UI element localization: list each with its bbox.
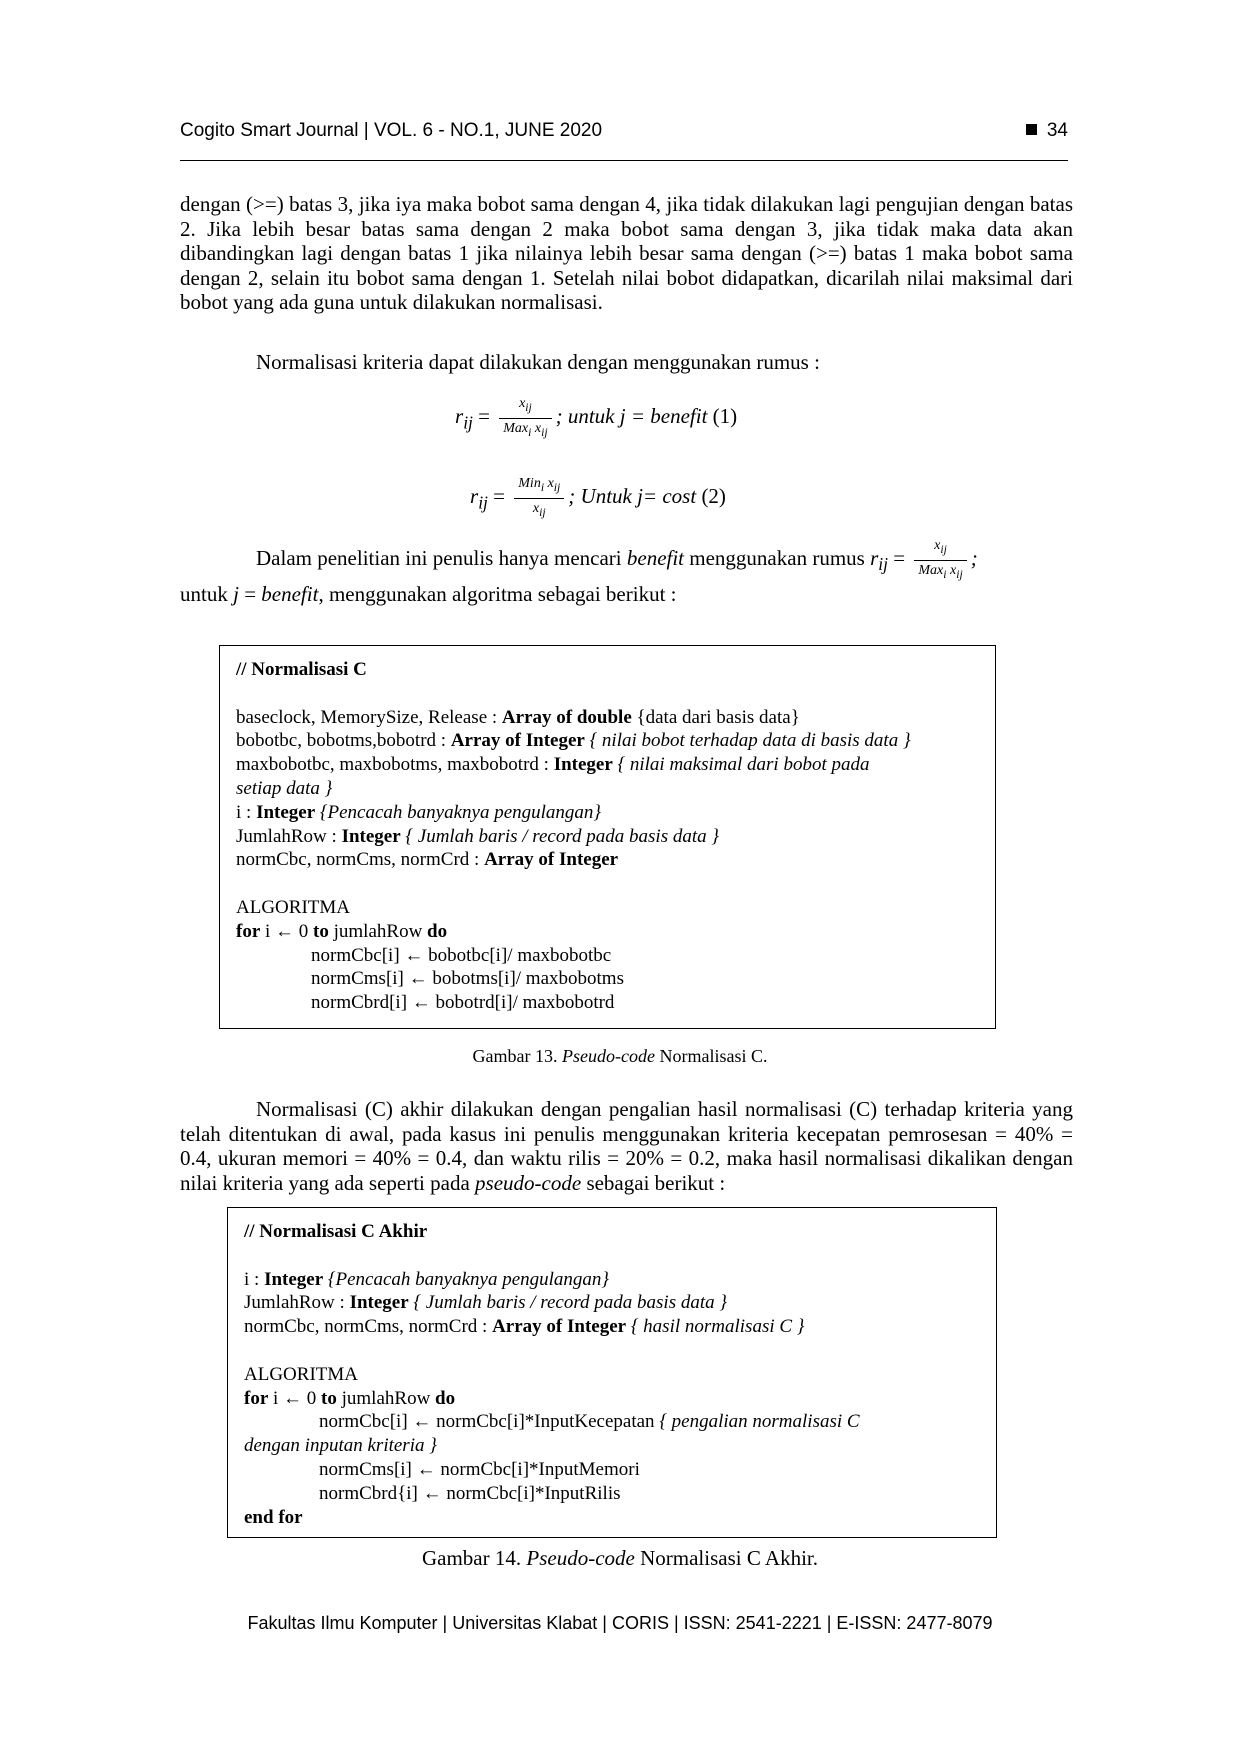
eq2-fraction bbox=[514, 476, 564, 521]
code1-decl-4: i : Integer {Pencacah banyaknya pengulangan} bbox=[236, 801, 602, 823]
code1-algoritma-label: ALGORITMA bbox=[236, 896, 350, 918]
code2-statement-3: normCbrd{i] ← normCbc[i]*InputRilis bbox=[319, 1482, 621, 1504]
code2-statement-1: normCbc[i] ← normCbc[i]*InputKecepatan { pengalian normalisasi C bbox=[319, 1411, 860, 1433]
code2-decl-3: normCbc, normCms, normCrd : Array of Integer { hasil normalisasi C } bbox=[244, 1316, 805, 1338]
eq1-number: (1) bbox=[712, 404, 738, 429]
p3-line2-benefit: benefit bbox=[261, 582, 319, 606]
eq2-condition: ; Untuk j= cost bbox=[568, 484, 697, 509]
eq2-lhs: r bbox=[470, 484, 479, 509]
paragraph-4: Normalisasi (C) akhir dilakukan dengan pengalian hasil normalisasi (C) terhadap kriteria yang telah ditentukan di awal, pada kasus ini penulis menggunakan kriteria kecepatan pemrosesan = 40% = 0.4, ukuran memori = 40% = 0.4, dan waktu rilis = 20% = 0.2, maka hasil normalisasi dikalikan dengan nilai kriteria yang ada seperti pada pseudo-code sebagai berikut : bbox=[180, 1097, 1073, 1195]
eq2-denominator: x bbox=[532, 500, 540, 516]
code2-for-line: for i ← 0 to jumlahRow do bbox=[244, 1387, 456, 1409]
page-number bbox=[1026, 120, 1068, 142]
code1-decl-2: bobotbc, bobotms,bobotrd : Array of Integer { nilai bobot terhadap data di basis data } bbox=[236, 730, 911, 752]
eq1-numerator-sub: ij bbox=[525, 400, 532, 414]
code1-title: // Normalisasi C bbox=[236, 659, 367, 680]
page-number-text: 34 bbox=[1046, 120, 1068, 141]
equation-benefit: $r_{ij}$ = $\frac{x_{ij}}{Max_i x_{ij}}$ ; untuk j = benefit (1) bbox=[455, 396, 738, 439]
p3-line2-start: untuk bbox=[180, 582, 234, 606]
eq1-lhs: r bbox=[455, 404, 464, 429]
code1-statement-3: normCbrd[i] ← bobotrd[i]/ maxbobotrd bbox=[311, 992, 615, 1014]
eq2-numerator-sub: i bbox=[540, 480, 545, 494]
code1-decl-6: normCbc, normCms, normCrd : Array of Integer bbox=[236, 849, 619, 871]
eq1-denominator: Max bbox=[503, 420, 529, 436]
code1-for-line: for i ← 0 to jumlahRow do bbox=[236, 920, 448, 942]
p3-inline-fraction: $\frac{x_{ij}}{Max_i x_{ij}}$ bbox=[914, 538, 966, 583]
eq2-number: (2) bbox=[701, 484, 726, 509]
code2-end-for: end for bbox=[244, 1506, 303, 1528]
eq1-condition: ; untuk j = benefit bbox=[555, 404, 708, 429]
p3-text-a: Dalam penelitian ini penulis hanya mencari bbox=[256, 546, 627, 571]
figure-14-caption: Gambar 14. Pseudo-code Normalisasi C Akhir. bbox=[421, 1546, 819, 1570]
paragraph-3-line-2 bbox=[180, 582, 677, 607]
paragraph-1: dengan (>=) batas 3, jika iya maka bobot sama dengan 4, jika tidak dilakukan lagi pengujian dengan batas 2. Jika lebih besar batas sama dengan 2 maka bobot sama dengan 3, jika tidak maka data akan dibandingkan lagi dengan batas 1 jika nilainya lebih besar sama dengan (>=) batas 1 maka bobot sama dengan 2, selain itu bobot sama dengan 1. Setelah nilai bobot didapatkan, dicarilah nilai maksimal dari bobot yang ada guna untuk dilakukan normalisasi. bbox=[180, 192, 1073, 315]
pseudo-code-box-normalisasi-c-akhir bbox=[227, 1207, 997, 1538]
eq1-lhs-sub: ij bbox=[463, 412, 473, 433]
equation-cost: $r_{ij}$ = $\frac{Min_i x_{ij}}{x_{ij}}$ ; Untuk j= cost (2) bbox=[470, 476, 726, 519]
eq2-denominator-sub: ij bbox=[539, 505, 546, 519]
code2-decl-2: JumlahRow : Integer { Jumlah baris / record pada basis data } bbox=[244, 1292, 727, 1314]
eq1-denominator-x: x bbox=[534, 420, 542, 436]
eq1-denominator-x-sub: ij bbox=[541, 425, 548, 439]
page-header bbox=[180, 120, 1068, 161]
code1-statement-2: normCms[i] ← bobotms[i]/ maxbobotms bbox=[311, 968, 624, 990]
code1-decl-3-cont: setiap data } bbox=[236, 777, 333, 799]
eq2-numerator-x-sub: ij bbox=[553, 480, 561, 494]
p3-line2-eq: = bbox=[238, 582, 262, 606]
p3-line2-end: , menggunakan algoritma sebagai berikut : bbox=[318, 582, 677, 606]
code2-statement-1-cont: dengan inputan kriteria } bbox=[244, 1435, 437, 1457]
eq2-numerator-x: x bbox=[547, 476, 554, 491]
paragraph-2: Normalisasi kriteria dapat dilakukan dengan menggunakan rumus : bbox=[256, 350, 820, 374]
pseudo-code-box-normalisasi-c bbox=[219, 645, 996, 1029]
code2-title: // Normalisasi C Akhir bbox=[244, 1221, 428, 1242]
square-bullet-icon bbox=[1026, 124, 1037, 135]
p3-trailing: ; bbox=[970, 546, 978, 571]
page-footer: Fakultas Ilmu Komputer | Universitas Klabat | CORIS | ISSN: 2541-2221 | E-ISSN: 2477-8079 bbox=[247, 1613, 993, 1633]
code1-decl-5: JumlahRow : Integer { Jumlah baris / record pada basis data } bbox=[236, 825, 719, 847]
eq2-lhs-sub: ij bbox=[478, 492, 488, 513]
eq1-numerator: x bbox=[519, 396, 526, 411]
paragraph-3-line-1: Dalam penelitian ini penulis hanya mencari benefit menggunakan rumus $r_{ij}$ = $\frac{x_{ij}}{Max_i x_{ij}}$ ; bbox=[256, 538, 978, 581]
code1-decl-1: baseclock, MemorySize, Release : Array of double {data dari basis data} bbox=[236, 706, 800, 728]
eq1-fraction bbox=[499, 396, 551, 441]
code2-algoritma-label: ALGORITMA bbox=[244, 1363, 358, 1385]
code1-statement-1: normCbc[i] ← bobotbc[i]/ maxbobotbc bbox=[311, 944, 612, 966]
eq1-denominator-sub: i bbox=[528, 425, 532, 439]
code2-statement-2: normCms[i] ← normCbc[i]*InputMemori bbox=[319, 1458, 640, 1480]
journal-title: Cogito Smart Journal | VOL. 6 - NO.1, JUNE 2020 bbox=[180, 120, 603, 141]
code2-decl-1: i : Integer {Pencacah banyaknya pengulangan} bbox=[244, 1268, 610, 1290]
p3-benefit: benefit bbox=[626, 546, 685, 571]
p3-text-b: menggunakan rumus bbox=[684, 546, 871, 571]
figure-13-caption: Gambar 13. Pseudo-code Normalisasi C. bbox=[472, 1046, 768, 1066]
p3-line2-j: j bbox=[233, 582, 239, 606]
code1-decl-3: maxbobotbc, maxbobotms, maxbobotrd : Integer { nilai maksimal dari bobot pada bbox=[236, 754, 870, 776]
eq2-numerator: Min bbox=[518, 476, 541, 491]
